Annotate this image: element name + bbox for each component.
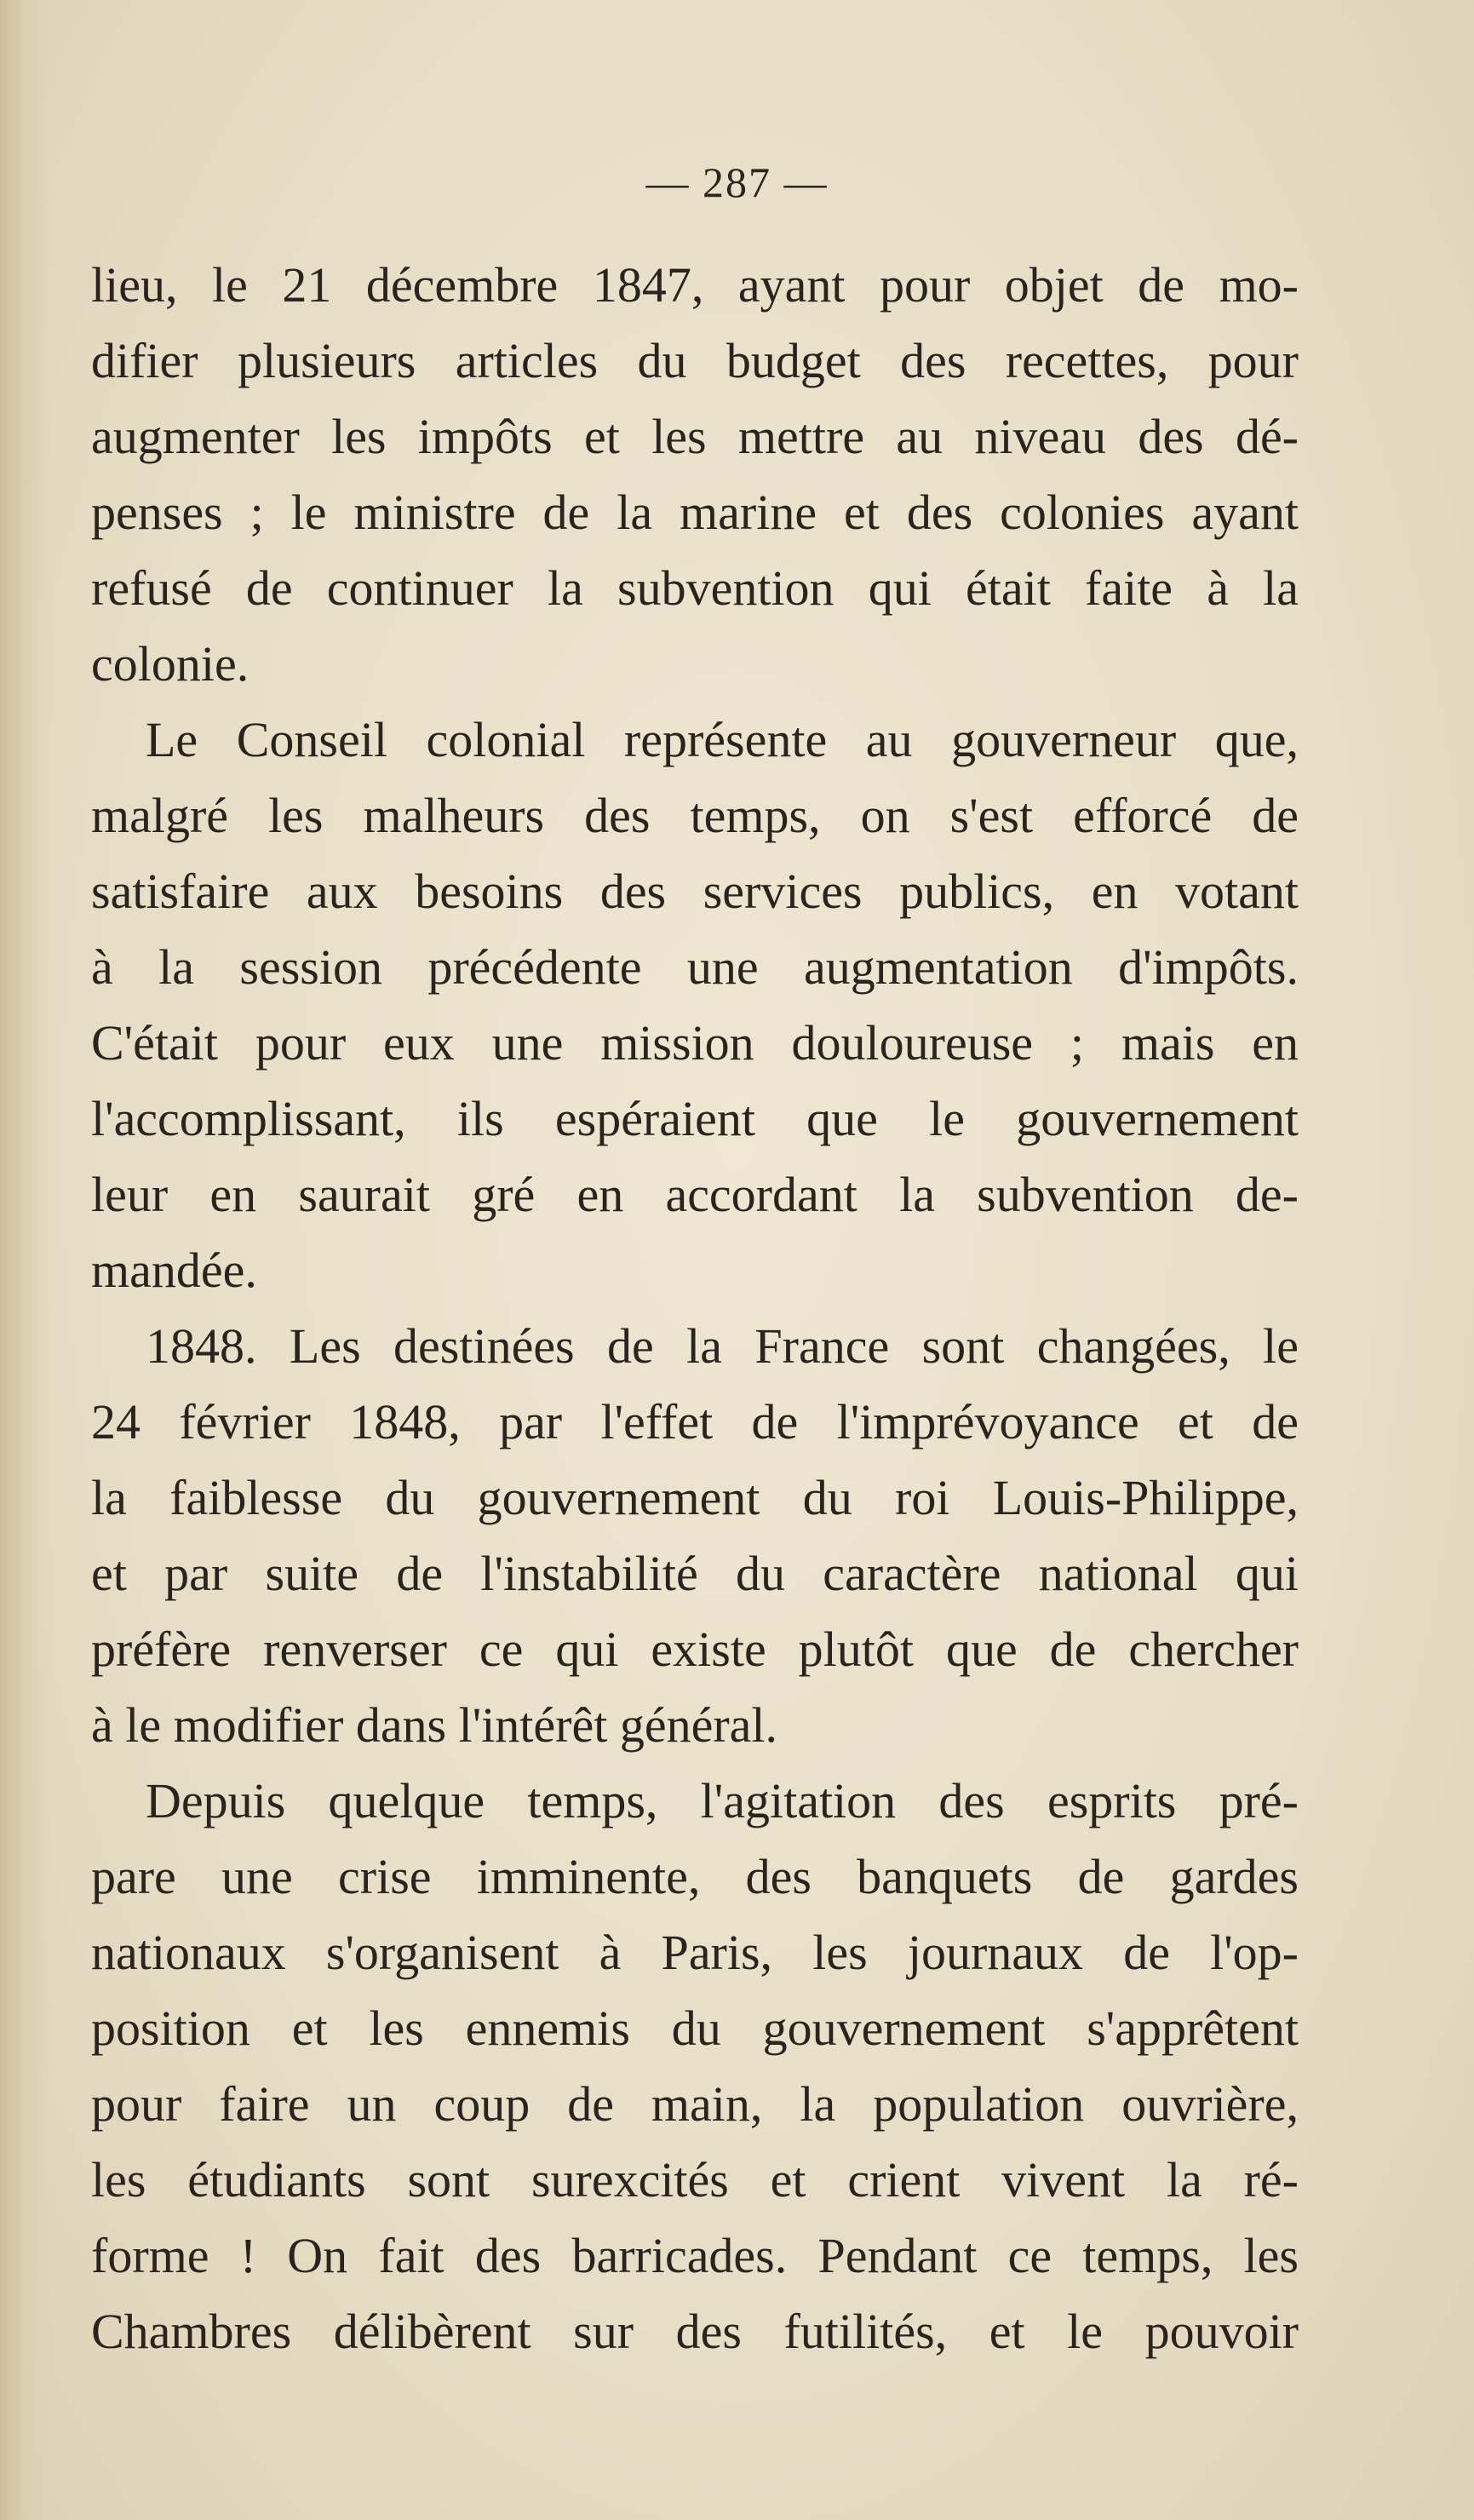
page-binding-edge <box>0 0 51 2520</box>
text-line: position et les ennemis du gouvernement s'apprêtent <box>91 2001 1299 2056</box>
text-line: la faiblesse du gouvernement du roi Louis-Philippe, <box>91 1470 1299 1525</box>
text-line: pare une crise imminente, des banquets de gardes <box>91 1849 1299 1904</box>
text-line: leur en saurait gré en accordant la subvention de- <box>91 1167 1299 1222</box>
paragraph-start-line: Le Conseil colonial représente au gouverneur que, <box>146 712 1299 767</box>
text-line: nationaux s'organisent à Paris, les journaux de l'op- <box>91 1925 1299 1980</box>
paragraph-start-line: 1848. Les destinées de la France sont changées, le <box>146 1318 1299 1374</box>
text-line: préfère renverser ce qui existe plutôt que de chercher <box>91 1622 1299 1677</box>
text-line: lieu, le 21 décembre 1847, ayant pour objet de mo- <box>91 257 1299 313</box>
text-line: malgré les malheurs des temps, on s'est efforcé de <box>91 788 1299 843</box>
text-line: difier plusieurs articles du budget des recettes, pour <box>91 333 1299 388</box>
text-line: mandée. <box>91 1243 257 1298</box>
text-line: satisfaire aux besoins des services publics, en votant <box>91 864 1299 919</box>
text-line: pour faire un coup de main, la population ouvrière, <box>91 2076 1299 2132</box>
text-line: et par suite de l'instabilité du caractère national qui <box>91 1546 1299 1601</box>
paragraph-start-line: Depuis quelque temps, l'agitation des esprits pré- <box>146 1773 1299 1828</box>
text-line: augmenter les impôts et les mettre au niveau des dé- <box>91 409 1299 464</box>
text-line: refusé de continuer la subvention qui était faite à la <box>91 560 1299 616</box>
text-line: C'était pour eux une mission douloureuse ; mais en <box>91 1015 1299 1071</box>
text-line: l'accomplissant, ils espéraient que le gouvernement <box>91 1091 1299 1146</box>
text-line: colonie. <box>91 636 249 692</box>
text-line: à le modifier dans l'intérêt général. <box>91 1697 777 1753</box>
text-line: les étudiants sont surexcités et crient vivent la ré- <box>91 2152 1299 2207</box>
text-line: penses ; le ministre de la marine et des colonies ayant <box>91 485 1299 540</box>
body-text <box>91 247 1299 2369</box>
text-line: Chambres délibèrent sur des futilités, et le pouvoir <box>91 2304 1299 2359</box>
text-line: forme ! On fait des barricades. Pendant ce temps, les <box>91 2228 1299 2283</box>
text-line: 24 février 1848, par l'effet de l'imprévoyance et de <box>91 1394 1299 1449</box>
page-number: — 287 — <box>645 158 829 206</box>
text-line: à la session précédente une augmentation d'impôts. <box>91 939 1299 995</box>
